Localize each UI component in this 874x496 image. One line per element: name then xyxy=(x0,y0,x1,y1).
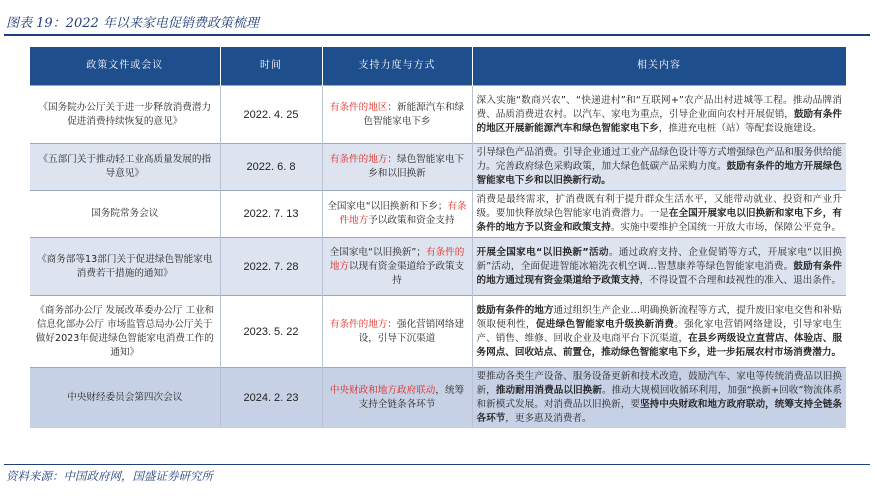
cell-support-segment: ，统筹支持全链条各环节 xyxy=(358,385,465,410)
cell-date: 2022. 7. 13 xyxy=(220,191,322,238)
table-row xyxy=(30,368,846,429)
cell-content xyxy=(472,144,846,191)
cell-doc: 《商务部办公厅 发展改革委办公厅 工业和信息化部办公厅 市场监管总局办公厅关于做好2023年促进绿色智能家电消费工作的通知》 xyxy=(30,296,220,368)
cell-content-segment: 开展全国家电“以旧换新”活动 xyxy=(476,246,609,258)
table-body xyxy=(30,86,846,429)
cell-date: 2023. 5. 22 xyxy=(220,296,322,368)
table-row xyxy=(30,238,846,296)
table-row xyxy=(30,296,846,368)
cell-support-segment: 有条件地方 xyxy=(339,201,467,226)
table-row xyxy=(30,86,846,144)
cell-content-segment: 鼓励有条件的地方通过现有资金渠道给予政策支持 xyxy=(476,260,842,286)
cell-support-segment: 有条件的地区 xyxy=(329,101,388,113)
cell-content-segment: 促进绿色智能家电升级换新消费 xyxy=(535,318,675,330)
cell-content-segment: 深入实施“数商兴农”、“快递进村”和“互联网+”农产品出村进城等工程。推动品牌消费、品质消费进农村。以汽车、家电为重点，引导企业面向农村开展促销， xyxy=(476,94,842,120)
cell-content xyxy=(472,296,846,368)
header-date: 时间 xyxy=(220,47,322,86)
cell-content-segment: 。推动大规模回收循环利用，加强“换新+回收”物流体系和新模式发展。对消费品以旧换新，要 xyxy=(476,385,843,410)
figure-title: 图表 19：2022 年以来家电促销费政策梳理 xyxy=(6,16,259,31)
cell-content-segment: 。实施中要维护全国统一开放大市场，保障公平竞争。 xyxy=(610,222,842,233)
cell-content-segment: 要推动各类生产设备、服务设备更新和技术改造，鼓励汽车、家电等传统消费品以旧换新， xyxy=(476,371,842,396)
cell-date: 2024. 2. 23 xyxy=(220,368,322,429)
cell-support-segment: 以现有资金渠道给予政策支持 xyxy=(349,260,465,286)
cell-support xyxy=(322,86,472,144)
cell-support-segment: ：绿色智能家电下乡和以旧换新 xyxy=(368,154,465,179)
cell-doc: 中央财经委员会第四次会议 xyxy=(30,368,220,429)
cell-support xyxy=(322,191,472,238)
cell-content-segment: 在全国开展家电以旧换新和家电下乡，有条件的地方予以资金和政策支持 xyxy=(476,208,843,233)
cell-support xyxy=(322,144,472,191)
source-rule xyxy=(4,464,870,465)
cell-content-segment: 。通过政府支持、企业促销等方式，开展家电“以旧换新”活动，全面促进智能冰箱洗衣机空调…智慧康养等绿色智能家电消费。 xyxy=(476,246,842,272)
title-rule xyxy=(4,34,870,36)
cell-support xyxy=(322,238,472,296)
table-row xyxy=(30,144,846,191)
cell-content-segment: 在县乡两级设立直营店、体验店、服务网点、回收站点、前置仓，推动绿色智能家电下乡，进一步拓展农村市场消费潜力。 xyxy=(476,332,843,358)
cell-content-segment: 。强化家电营销网络建设，引导家电生产、销售、维修、回收企业及电商平台下沉渠道， xyxy=(476,318,843,344)
cell-content-segment: 引导绿色产品消费。引导企业通过工业产品绿色设计等方式增强绿色产品和服务供给能力。完善政府绿色采购政策，加大绿色低碳产品采购力度。 xyxy=(476,147,842,172)
cell-support-segment: 全国家电“以旧换新和下乡； xyxy=(327,201,448,212)
policy-table xyxy=(30,47,847,428)
cell-support-segment: 有条件的地方 xyxy=(329,154,388,165)
cell-date: 2022. 7. 28 xyxy=(220,238,322,296)
header-content: 相关内容 xyxy=(472,47,846,86)
cell-support-segment: 全国家电“以旧换新”； xyxy=(329,246,426,258)
header-support: 支持力度与方式 xyxy=(322,47,472,86)
cell-content-segment: 坚持中央财政和地方政府联动，统筹支持全链条各环节 xyxy=(476,399,843,424)
table-row xyxy=(30,191,846,238)
cell-doc: 国务院常务会议 xyxy=(30,191,220,238)
cell-support-segment: ：强化营销网络建设，引导下沉渠道 xyxy=(358,318,465,344)
cell-date: 2022. 4. 25 xyxy=(220,86,322,144)
cell-content-segment: ，不得设置不合理和歧视性的准入、退出条件。 xyxy=(639,274,842,286)
cell-support-segment: 有条件的地方 xyxy=(329,246,465,272)
cell-content xyxy=(472,86,846,144)
cell-support-segment: 有条件的地方 xyxy=(329,318,388,330)
cell-content-segment: ，更多惠及消费者。 xyxy=(505,413,592,424)
cell-doc: 《商务部等13部门关于促进绿色智能家电消费若干措施的通知》 xyxy=(30,238,220,296)
cell-content-segment: 通过组织生产企业…明确换新流程等方式，提升废旧家电交售和补贴领取便利性， xyxy=(476,304,842,330)
cell-content-segment: ，推进充电桩（站）等配套设施建设。 xyxy=(658,122,822,134)
cell-content-segment: 推动耐用消费品以旧换新 xyxy=(495,385,602,396)
cell-content-segment: 鼓励有条件的地区开展新能源汽车和绿色智能家电下乡 xyxy=(476,108,843,134)
cell-doc: 《国务院办公厅关于进一步释放消费潜力促进消费持续恢复的意见》 xyxy=(30,86,220,144)
cell-support-segment: 中央财政和地方政府联动 xyxy=(329,385,436,396)
cell-content-segment: 鼓励有条件的地方 xyxy=(476,304,554,316)
cell-date: 2022. 6. 8 xyxy=(220,144,322,191)
source-note: 资料来源：中国政府网，国盛证券研究所 xyxy=(6,469,213,483)
cell-support xyxy=(322,296,472,368)
cell-support-segment: ：新能源汽车和绿色智能家电下乡 xyxy=(363,101,465,127)
cell-content xyxy=(472,191,846,238)
cell-content-segment: 鼓励有条件的地方开展绿色智能家电下乡和以旧换新行动。 xyxy=(476,161,843,186)
header-doc: 政策文件或会议 xyxy=(30,47,220,86)
cell-support xyxy=(322,368,472,429)
cell-content xyxy=(472,368,846,429)
table-header-row xyxy=(30,47,846,86)
cell-doc: 《五部门关于推动轻工业高质量发展的指导意见》 xyxy=(30,144,220,191)
cell-content xyxy=(472,238,846,296)
cell-content-segment: 消费是最终需求，扩消费既有利于提升群众生活水平，又能带动就业、投资和产业升级。要加快释放绿色智能家电消费潜力。一是 xyxy=(476,194,842,219)
cell-support-segment: 予以政策和资金支持 xyxy=(368,215,455,226)
